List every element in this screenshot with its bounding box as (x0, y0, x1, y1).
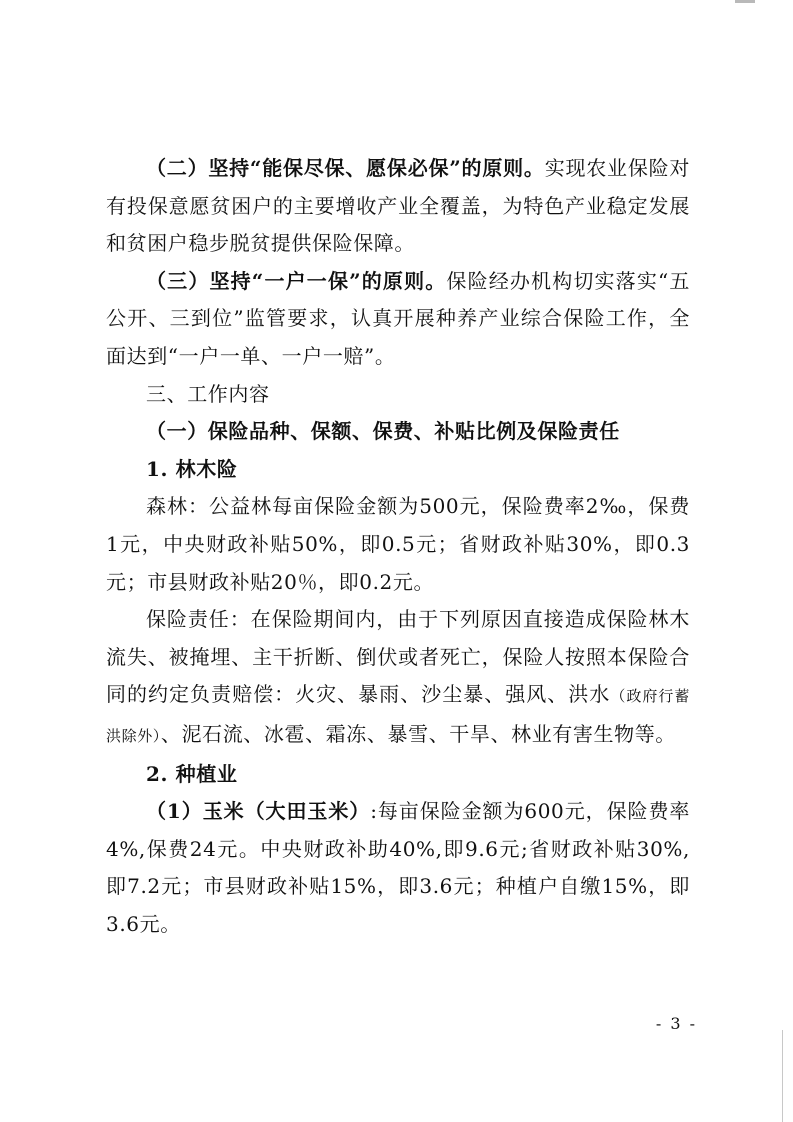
principle-two-body: 实现农业保险对有投保意愿贫困户的主要增收产业全覆盖，为特色产业稳定发展和贫困户稳步脱贫提供保险保障。 (106, 156, 690, 256)
scan-edge-line (782, 1030, 783, 1122)
planting-title: 2. 种植业 (146, 761, 238, 786)
scan-edge-mark (735, 0, 755, 3)
forest-paragraph: 森林：公益林每亩保险金额为500元，保险费率2‰，保费1元，中央财政补贴50%，即0.5元；省财政补贴30%，即0.3元；市县财政补贴20％，即0.2元。 (106, 494, 690, 594)
principle-two-lead: （二）坚持“能保尽保、愿保必保”的原则。 (146, 156, 545, 180)
corn-lead: （1）玉米（大田玉米） (146, 799, 371, 824)
corn-paragraph (106, 793, 690, 943)
forestry-title: 1. 林木险 (146, 456, 238, 481)
principle-three-lead: （三）坚持“一户一保”的原则。 (146, 268, 447, 293)
principle-three-paragraph (106, 263, 690, 376)
liability-paragraph (106, 601, 690, 755)
liability-tail: 、泥石流、冰雹、霜冻、暴雪、干旱、林业有害生物等。 (160, 721, 676, 746)
document-body (106, 150, 690, 943)
corn-text: :每亩保险金额为600元，保险费率4%,保费24元。中央财政补助40%,即9.6元;省财政补贴30%,即7.2元；市县财政补贴15%，即3.6元；种植户自缴15%，即3.6元。 (106, 799, 690, 936)
liability-note: （政府行蓄洪除外） (106, 687, 690, 745)
liability-text: 保险责任：在保险期间内，由于下列原因直接造成保险林木流失、被掩埋、主干折断、倒伏或者死亡，保险人按照本保险合同的约定负责赔偿：火灾、暴雨、沙尘暴、强风、洪水 (106, 607, 690, 707)
principle-three-body: 保险经办机构切实落实“五公开、三到位”监管要求，认真开展种养产业综合保险工作，全面达到“一户一单、一户一赔”。 (106, 268, 690, 368)
section-three-title: 三、工作内容 (146, 381, 270, 406)
subsection-one-title: （一）保险品种、保额、保费、补贴比例及保险责任 (146, 419, 620, 444)
principle-two-paragraph (106, 150, 690, 263)
page-number: - 3 - (655, 1014, 697, 1033)
